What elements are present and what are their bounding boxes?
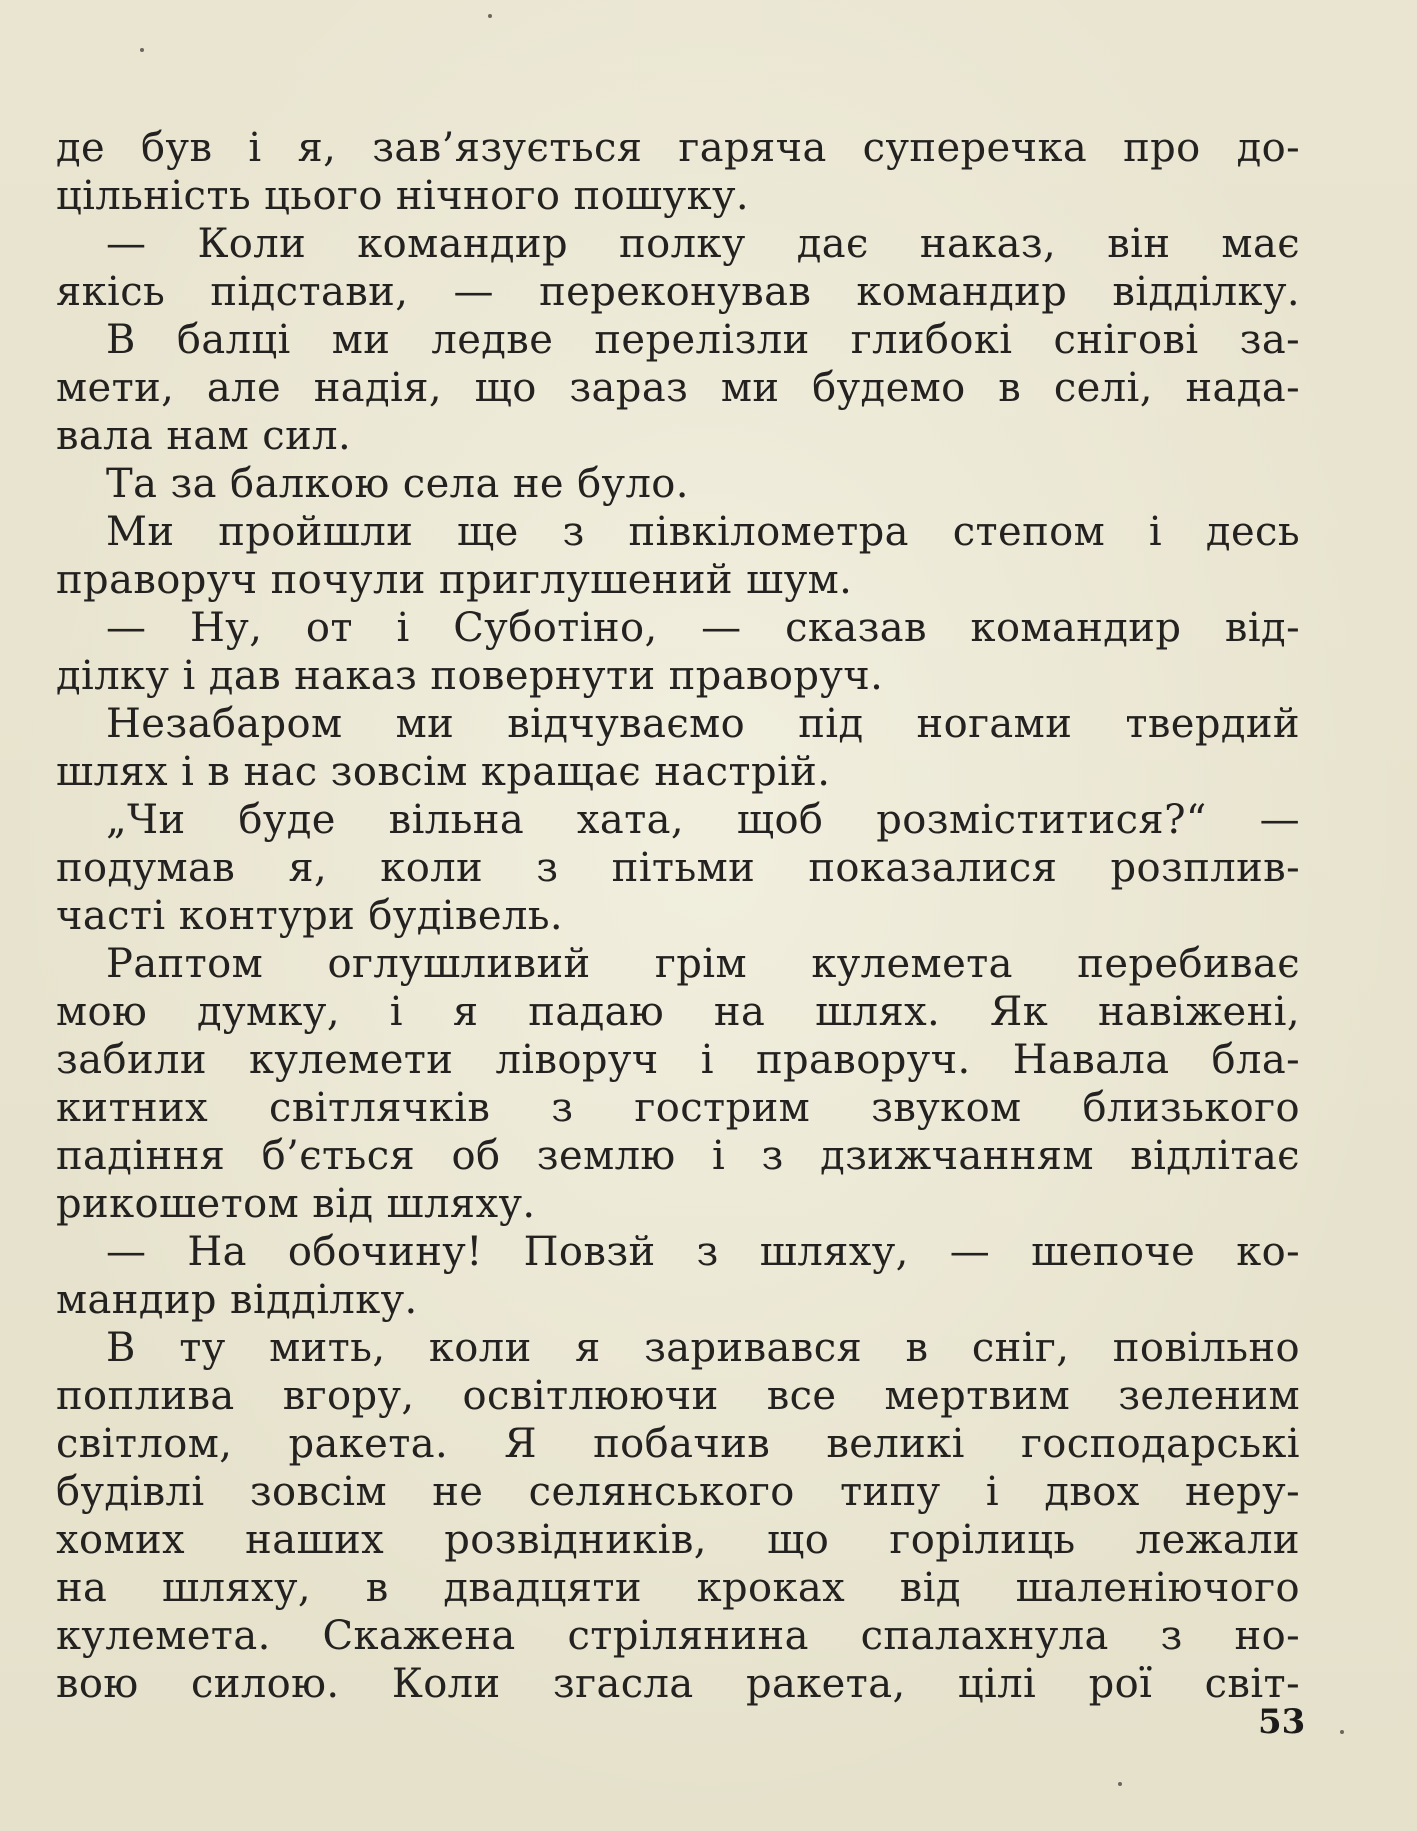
text-line: — Ну, от і Суботіно, — сказав командир від- (106, 605, 1300, 651)
text-line: часті контури будівель. (56, 893, 564, 939)
text-line: вою силою. Коли згасла ракета, цілі рої світ- (56, 1661, 1300, 1707)
text-line: вала нам сил. (56, 413, 352, 459)
text-line: світлом, ракета. Я побачив великі господарські (56, 1421, 1300, 1467)
text-line: ділку і дав наказ повернути праворуч. (56, 653, 884, 699)
text-line: шлях і в нас зовсім кращає настрій. (56, 749, 831, 795)
text-line: будівлі зовсім не селянського типу і двох неру- (56, 1469, 1300, 1515)
text-line: Незабаром ми відчуваємо під ногами твердий (106, 701, 1300, 747)
text-line: — Коли командир полку дає наказ, він має (106, 221, 1300, 267)
text-line: поплива вгору, освітлюючи все мертвим зеленим (56, 1373, 1300, 1419)
text-line: рикошетом від шляху. (56, 1181, 536, 1227)
text-line: хомих наших розвідників, що горілиць лежали (56, 1517, 1300, 1563)
text-line: де був і я, зав’язується гаряча суперечка про до- (56, 125, 1300, 171)
text-line: Ми пройшли ще з півкілометра степом і десь (106, 509, 1300, 555)
text-line: забили кулемети ліворуч і праворуч. Навала бла- (56, 1037, 1300, 1083)
text-line: мандир відділку. (56, 1277, 418, 1323)
text-line: цільність цього нічного пошуку. (56, 173, 750, 219)
print-speck (488, 14, 492, 18)
text-line: якісь підстави, — переконував командир відділку. (56, 269, 1300, 315)
text-line: Раптом оглушливий грім кулемета перебиває (106, 941, 1300, 987)
text-line: кулемета. Скажена стрілянина спалахнула з но- (56, 1613, 1300, 1659)
print-speck (1118, 1782, 1122, 1786)
text-line: мети, але надія, що зараз ми будемо в селі, нада- (56, 365, 1300, 411)
text-line: китних світлячків з гострим звуком близького (56, 1085, 1300, 1131)
text-line: падіння б’ється об землю і з дзижчанням відлітає (56, 1133, 1300, 1179)
text-line: подумав я, коли з пітьми показалися розплив- (56, 845, 1300, 891)
body-text (56, 124, 1300, 1708)
text-line: мою думку, і я падаю на шлях. Як навіжені, (56, 989, 1300, 1035)
text-line: В балці ми ледве перелізли глибокі снігові за- (106, 317, 1300, 363)
text-line: на шляху, в двадцяти кроках від шаленіючого (56, 1565, 1300, 1611)
page-number: 53 (1258, 1702, 1306, 1742)
text-line: — На обочину! Повзй з шляху, — шепоче ко- (106, 1229, 1300, 1275)
print-speck (140, 48, 144, 52)
text-line: праворуч почули приглушений шум. (56, 557, 853, 603)
print-speck (1340, 1730, 1344, 1734)
text-line: Та за балкою села не було. (106, 461, 689, 507)
text-line: В ту мить, коли я заривався в сніг, повільно (106, 1325, 1300, 1371)
text-line: „Чи буде вільна хата, щоб розміститися?“ — (106, 797, 1300, 843)
